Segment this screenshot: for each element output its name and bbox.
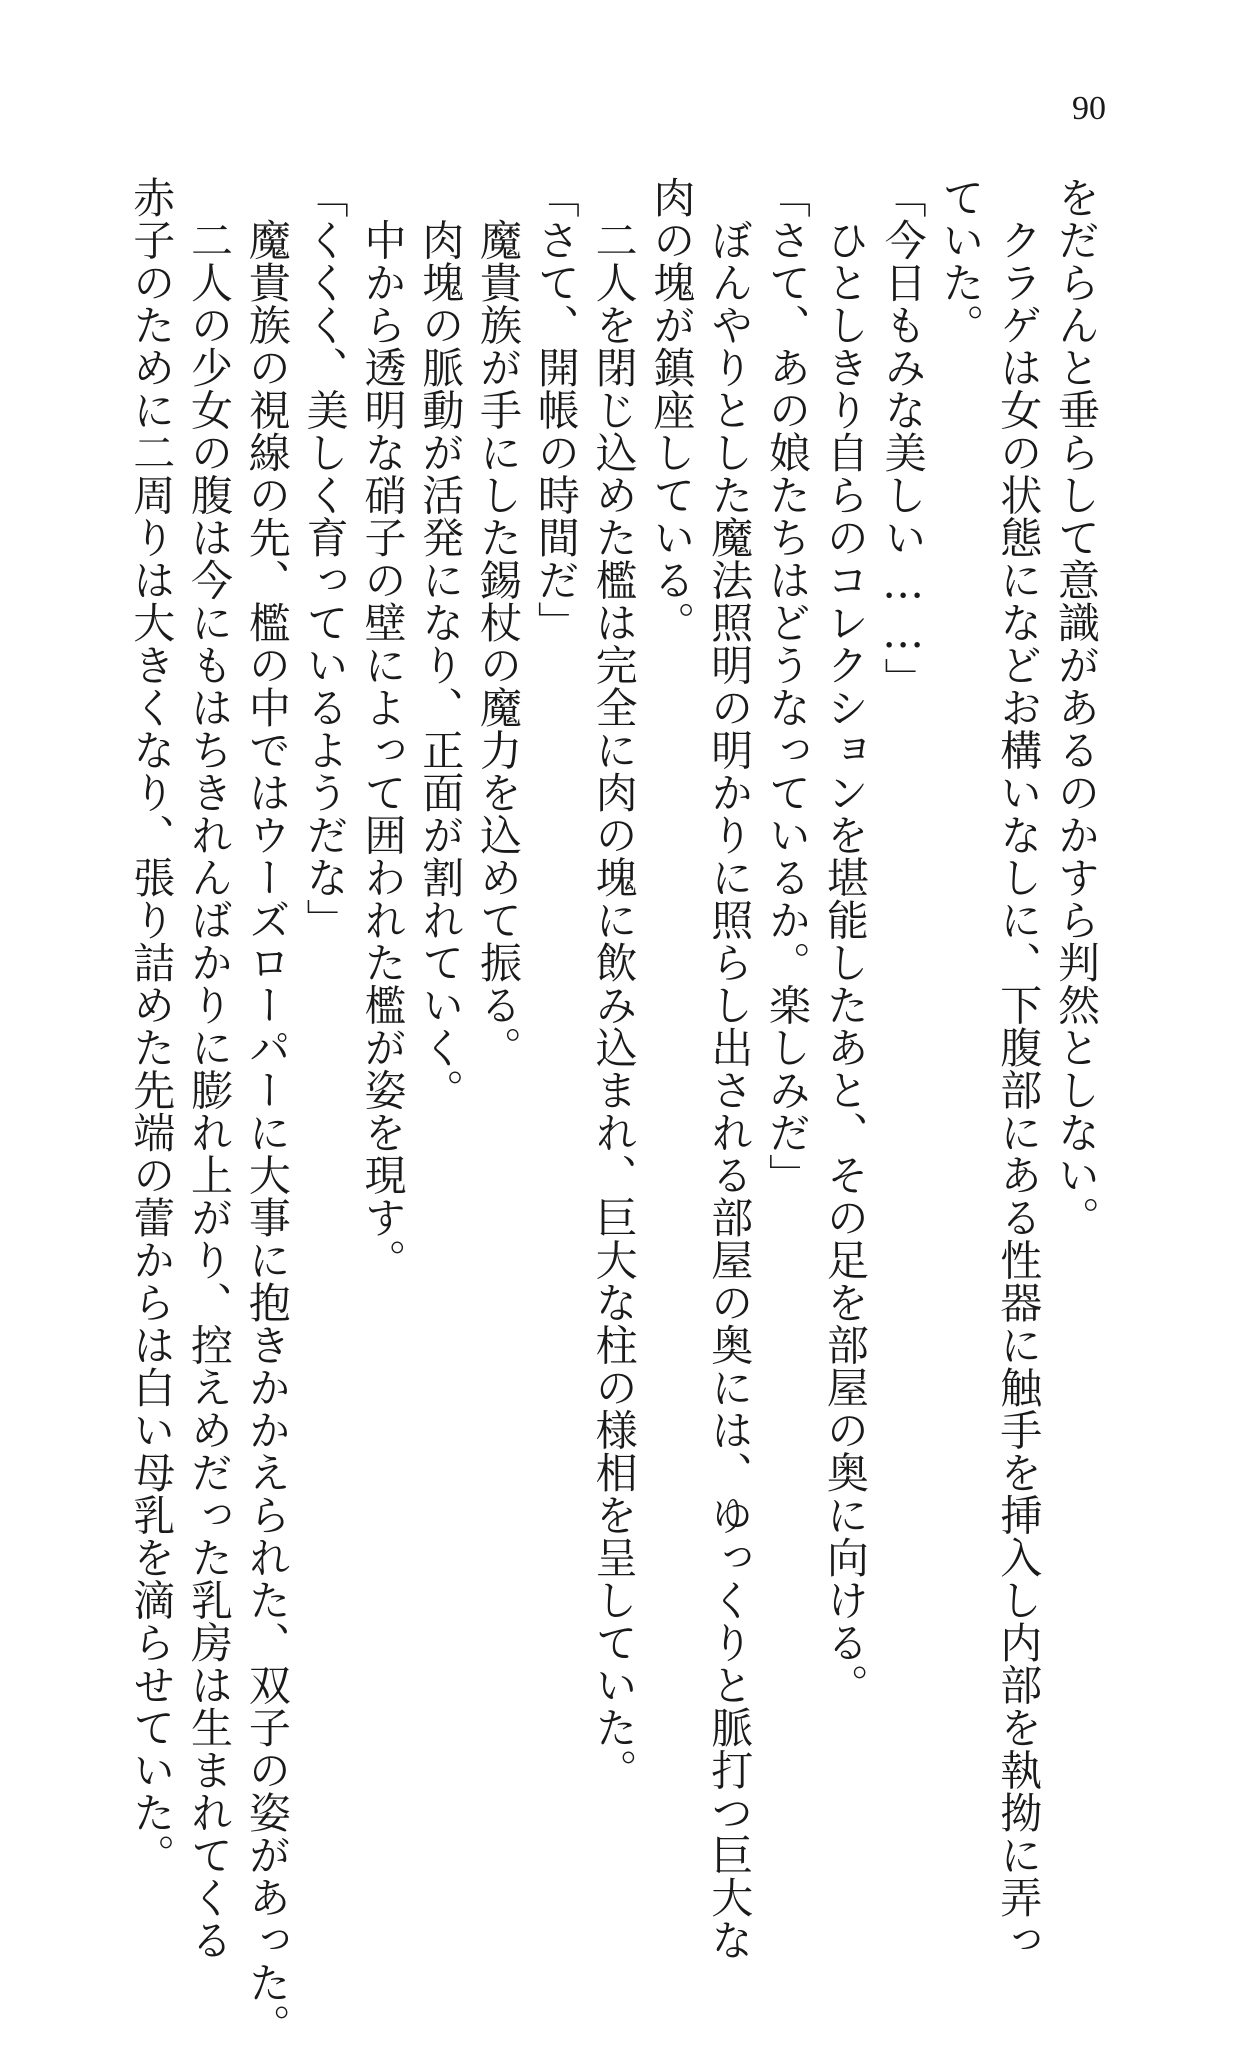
body-text (122, 176, 1105, 2046)
text-line: 「今日もみな美しい……」 (878, 176, 928, 700)
page-number: 90 (1072, 90, 1106, 127)
text-line: 二人の少女の腹は今にもはちきれんばかりに膨れ上がり、控えめだった乳房は生まれてくる (185, 176, 235, 1961)
text-line: 魔貴族の視線の先、檻の中ではウーズローパーに大事に抱きかかえられた、双子の姿があった。 (242, 176, 292, 2046)
text-line: をだらんと垂らして意識があるのかすら判然としない。 (1052, 176, 1101, 1239)
text-line: ひとしきり自らのコレクションを堪能したあと、その足を部屋の奥に向ける。 (820, 176, 870, 1706)
text-line: 魔貴族が手にした錫杖の魔力を込めて振る。 (474, 176, 524, 1069)
text-line: 中から透明な硝子の壁によって囲われた檻が姿を現す。 (358, 176, 408, 1281)
text-line: 「さて、開帳の時間だ」 (531, 176, 581, 644)
text-line: 「くくく、美しく育っているようだな」 (300, 176, 350, 941)
text-line: 赤子のために二周りは大きくなり、張り詰めた先端の蕾からは白い母乳を滴らせていた。 (127, 176, 177, 1876)
text-line: 肉塊の脈動が活発になり、正面が割れていく。 (416, 176, 466, 1111)
text-line: 肉の塊が鎮座している。 (647, 176, 697, 644)
text-line: クラゲは女の状態になどお構いなしに、下腹部にある性器に触手を挿入し内部を執拗に弄っ (994, 176, 1044, 1961)
text-line: ていた。 (936, 176, 986, 346)
text-line: 二人を閉じ込めた檻は完全に肉の塊に飲み込まれ、巨大な柱の様相を呈していた。 (589, 176, 639, 1791)
text-line: ぼんやりとした魔法照明の明かりに照らし出される部屋の奥には、ゆっくりと脈打つ巨大な (705, 176, 755, 1961)
text-line: 「さて、あの娘たちはどうなっているか。楽しみだ」 (763, 176, 813, 1196)
